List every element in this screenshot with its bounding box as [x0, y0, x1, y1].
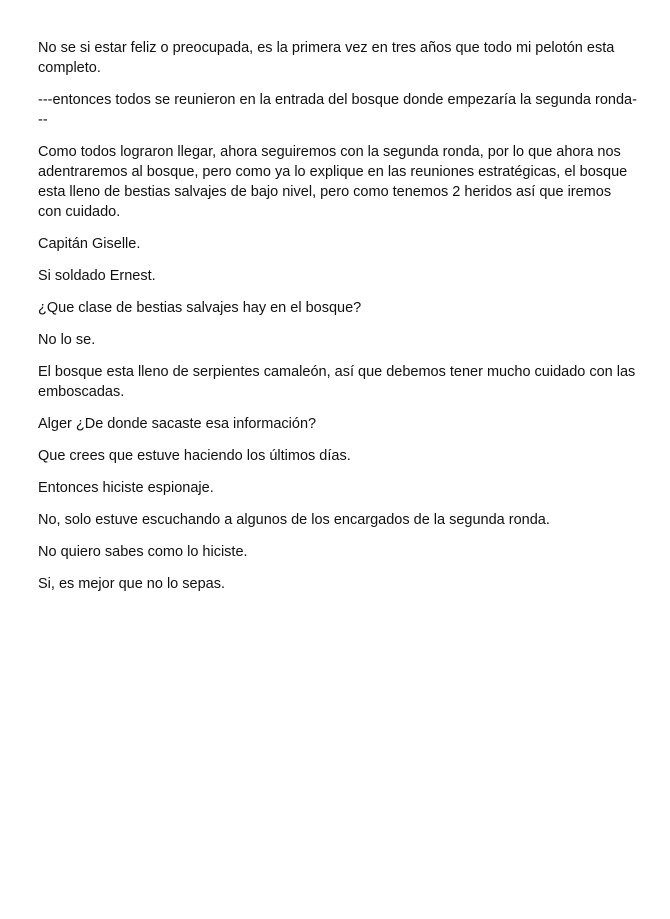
paragraph-14: Si, es mejor que no lo sepas.	[38, 576, 225, 592]
paragraph-11: Entonces hiciste espionaje.	[38, 480, 214, 496]
paragraph-4: Capitán Giselle.	[38, 236, 141, 252]
paragraph-2: ---entonces todos se reunieron en la entrada del bosque donde empezaría la segunda ronda---	[38, 92, 637, 128]
paragraph-13: No quiero sabes como lo hiciste.	[38, 544, 248, 560]
paragraph-7: No lo se.	[38, 332, 96, 348]
paragraph-3: Como todos lograron llegar, ahora seguiremos con la segunda ronda, por lo que ahora nos adentraremos al bosque, pero como ya lo explique en las reuniones estratégicas, el bosque esta lleno de bestias salvajes de bajo nivel, pero como tenemos 2 heridos así que iremos con cuidado.	[38, 144, 628, 220]
paragraph-5: Si soldado Ernest.	[38, 268, 156, 284]
paragraph-8: El bosque esta lleno de serpientes camaleón, así que debemos tener mucho cuidado con las emboscadas.	[38, 364, 636, 400]
paragraph-1: No se si estar feliz o preocupada, es la primera vez en tres años que todo mi pelotón esta completo.	[38, 40, 615, 76]
paragraph-9: Alger ¿De donde sacaste esa información?	[38, 416, 317, 432]
paragraph-6: ¿Que clase de bestias salvajes hay en el bosque?	[38, 300, 362, 316]
paragraph-12: No, solo estuve escuchando a algunos de los encargados de la segunda ronda.	[38, 512, 550, 528]
document-body	[38, 38, 638, 606]
paragraph-10: Que crees que estuve haciendo los últimos días.	[38, 448, 351, 464]
